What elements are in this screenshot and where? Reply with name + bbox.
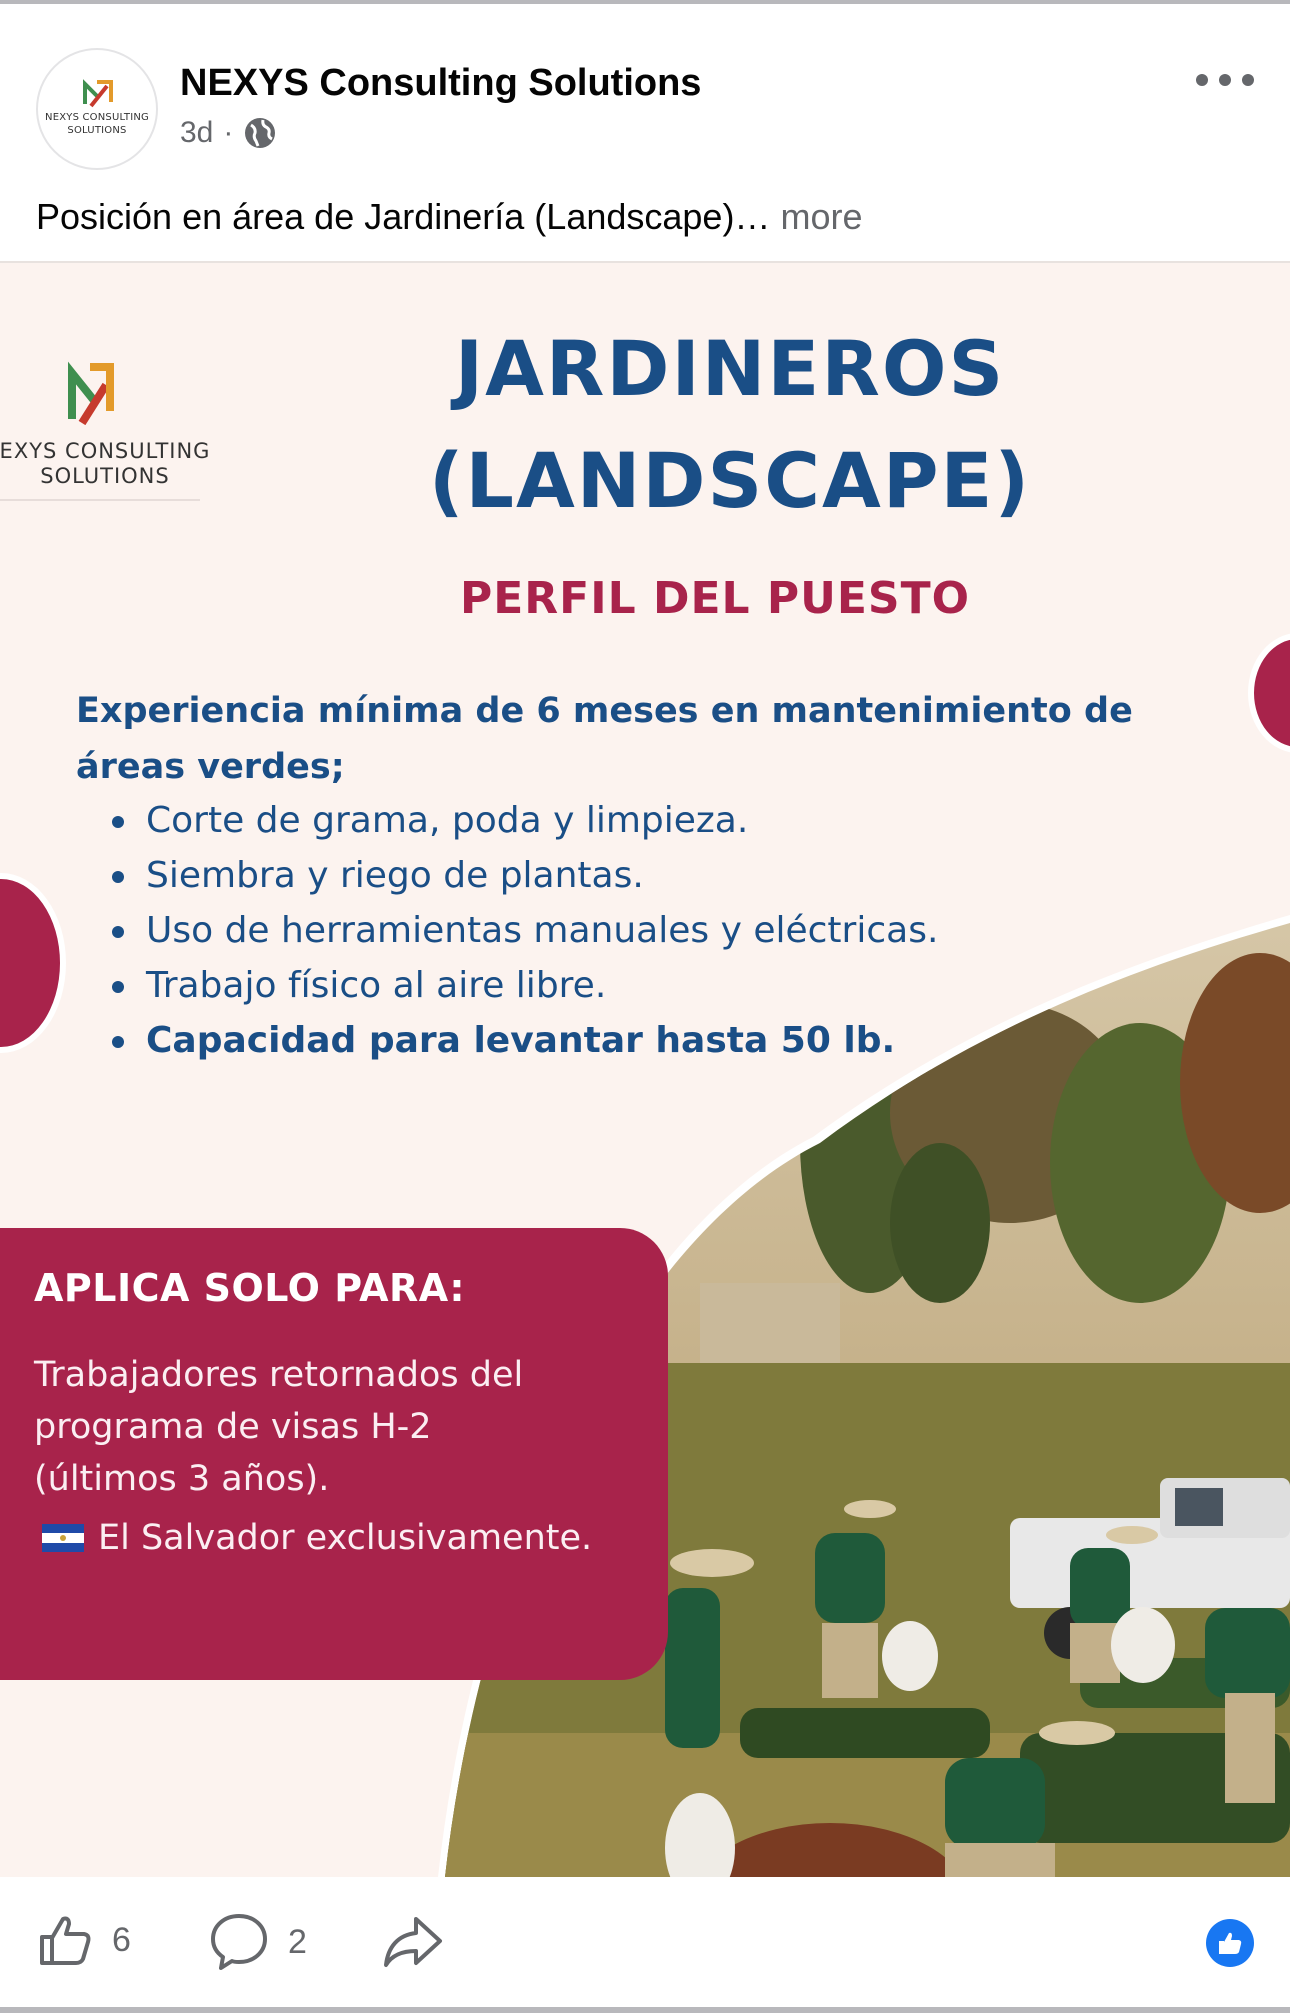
- share-button[interactable]: [382, 1911, 444, 1973]
- post-time[interactable]: 3d: [180, 116, 214, 149]
- globe-icon[interactable]: [243, 116, 277, 150]
- dot-icon: [1196, 74, 1208, 86]
- apply-body: [34, 1349, 644, 1505]
- requirement-item: Trabajo físico al aire libre.: [108, 958, 938, 1013]
- bottom-divider: [0, 2007, 1290, 2013]
- requirements-list: [108, 793, 938, 1068]
- caption-text: Posición en área de Jardinería (Landscape)…: [36, 196, 771, 237]
- apply-title: APLICA SOLO PARA:: [34, 1266, 466, 1310]
- flyer-title-line-1: JARDINEROS: [454, 324, 1006, 413]
- post-header: [0, 4, 1290, 260]
- reaction-like-icon: [1216, 1929, 1244, 1957]
- reactions-summary[interactable]: [1206, 1919, 1254, 1967]
- page-avatar[interactable]: [36, 48, 158, 170]
- nexys-logo-icon: [81, 76, 115, 108]
- apply-country-line: [42, 1518, 592, 1558]
- flyer-title: [400, 313, 1060, 537]
- flyer-logo-line-1: EXYS CONSULTING: [0, 439, 211, 463]
- comment-icon: [208, 1911, 270, 1973]
- avatar-text-line-1: NEXYS CONSULTING: [45, 112, 149, 123]
- experience-requirement: Experiencia mínima de 6 meses en mantenimiento de áreas verdes;: [76, 691, 1133, 787]
- comment-count: 2: [288, 1922, 307, 1961]
- dot-icon: [1242, 74, 1254, 86]
- like-button[interactable]: [36, 1911, 131, 1969]
- more-options-button[interactable]: [1196, 66, 1254, 94]
- page-name-link[interactable]: NEXYS Consulting Solutions: [180, 62, 702, 104]
- see-more-link[interactable]: more: [780, 196, 863, 237]
- flyer-title-line-2: (LANDSCAPE): [428, 436, 1032, 525]
- requirement-item: Uso de herramientas manuales y eléctricas.: [108, 903, 938, 958]
- flyer-logo-text: [0, 439, 220, 489]
- requirement-item: Siembra y riego de plantas.: [108, 848, 938, 903]
- avatar-text-line-2: SOLUTIONS: [67, 125, 127, 136]
- post-caption: [36, 196, 862, 238]
- el-salvador-flag-icon: [42, 1524, 84, 1552]
- apply-line: programa de visas H-2: [34, 1407, 432, 1447]
- post-meta: [180, 116, 277, 150]
- apply-line: El Salvador exclusivamente.: [98, 1518, 593, 1558]
- flyer-logo: [0, 359, 220, 509]
- logo-tagline-rule: [0, 499, 200, 501]
- meta-separator: ·: [223, 116, 234, 149]
- flyer-subtitle: PERFIL DEL PUESTO: [459, 573, 971, 624]
- flyer-logo-line-2: SOLUTIONS: [40, 464, 170, 488]
- like-icon: [36, 1911, 94, 1969]
- dot-icon: [1219, 74, 1231, 86]
- apply-line: (últimos 3 años).: [34, 1459, 330, 1499]
- requirement-item: Capacidad para levantar hasta 50 lb.: [108, 1013, 938, 1068]
- requirement-item: Corte de grama, poda y limpieza.: [108, 793, 938, 848]
- post-actions-bar: [0, 1877, 1290, 2007]
- like-count: 6: [112, 1920, 131, 1959]
- comment-button[interactable]: [208, 1911, 307, 1973]
- share-icon: [382, 1911, 444, 1973]
- nexys-brand-icon: [66, 359, 116, 425]
- apply-line: Trabajadores retornados del: [34, 1355, 524, 1395]
- post-image[interactable]: [0, 263, 1290, 1877]
